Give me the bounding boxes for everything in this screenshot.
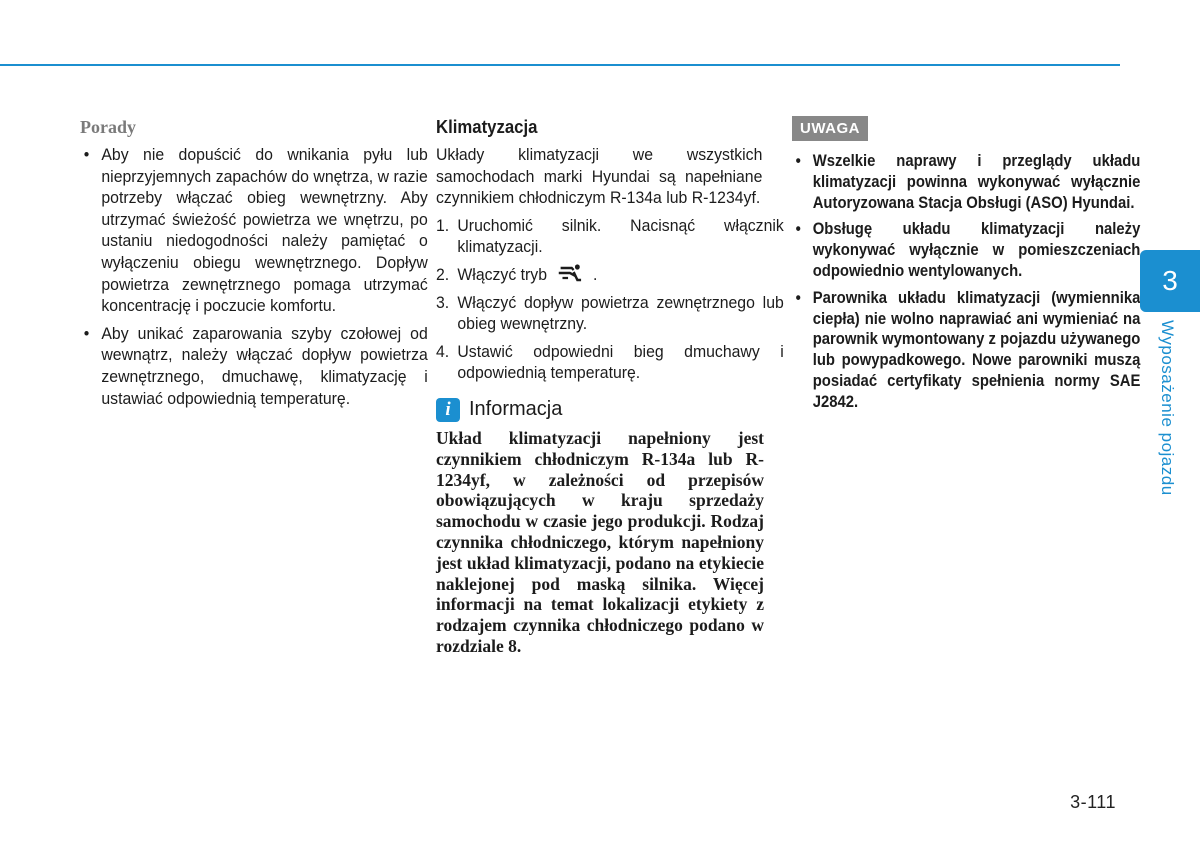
ac-section [436,116,784,657]
warning-item: • Obsługę układu klimatyzacji należy wykonywać wyłącznie w pomieszczeniach odpowiednio wentylowanych. [792,219,1140,281]
chapter-tab: 3 [1140,250,1200,312]
info-header [436,398,764,422]
step-text: Uruchomić silnik. Nacisnąć włącznik klimatyzacji. [457,215,784,257]
ac-step [436,215,784,258]
warning-item: • Parownika układu klimatyzacji (wymiennika ciepła) nie wolno naprawiać ani wymieniać na parownik wymontowany z pojazdu używanego lub powypadkowego. Nowe parowniki muszą posiadać certyfikaty spełnienia normy SAE J2842. [792,288,1140,413]
page-number: 3-111 [1070,792,1116,812]
tips-title: Porady [80,117,136,137]
warning-badge: UWAGA [792,116,868,141]
ac-intro: Układy klimatyzacji we wszystkich samochodach marki Hyundai są napełniane czynnikiem chłodniczym R-134a lub R-1234yf. [436,145,763,208]
step-number: 3. [436,292,450,312]
warning-section [792,116,1141,419]
step-text: Ustawić odpowiedni bieg dmuchawy i odpowiednią temperaturę. [457,341,784,383]
step-suffix: . [592,264,598,284]
step-text: Włączyć tryb [457,264,547,284]
chapter-label: Wyposażenie pojazdu [1158,320,1177,496]
ac-step [436,341,784,384]
info-body: Układ klimatyzacji napełniony jest czynnikiem chłodniczym R-134a lub R-1234yf, w zależności od przepisów obowiązujących w kraju sprzedaży samochodu w czasie jego produkcji. Rodzaj czynnika chłodniczego, którym napełniony jest układ klimatyzacji, podano na etykiecie naklejonej pod maską silnika. Więcej informacji na temat lokalizacji etykiety z rodzajem czynnika chłodniczego podano w rozdziale 8. [436,427,764,656]
step-number: 2. [436,264,450,284]
ac-steps [436,215,784,384]
step-number: 1. [436,215,450,235]
info-icon: i [436,398,460,422]
step-number: 4. [436,341,450,361]
floor-and-face-airflow-icon [557,264,585,282]
tips-list [80,144,428,409]
ac-step [436,292,784,335]
warning-item: • Wszelkie naprawy i przeglądy układu klimatyzacji powinna wykonywać wyłącznie Autoryzowana Stacja Obsługi (ASO) Hyundai. [792,151,1140,213]
ac-title: Klimatyzacja [436,117,538,137]
tips-section [80,116,428,415]
header-rule [0,64,1120,66]
warning-list [792,151,1141,413]
tips-item: • Aby nie dopuścić do wnikania pyłu lub nieprzyjemnych zapachów do wnętrza, w razie potrzeby włączać obieg wewnętrzny. Aby utrzymać świeżość powietrza we wnętrzu, po ustaniu niedogodności należy pamiętać o wyłączeniu obiegu wewnętrznego. Dopływ powietrza zewnętrznego pomaga utrzymać koncentrację i poczucie komfortu. [80,144,428,317]
info-title: Informacja [469,398,563,421]
ac-step [436,264,784,286]
tips-item: • Aby unikać zaparowania szyby czołowej od wewnątrz, należy włączać dopływ powietrza zewnętrznego, dmuchawę, klimatyzację i ustawiać odpowiednią temperaturę. [80,323,428,409]
step-text: Włączyć dopływ powietrza zewnętrznego lub obieg wewnętrzny. [457,292,784,334]
